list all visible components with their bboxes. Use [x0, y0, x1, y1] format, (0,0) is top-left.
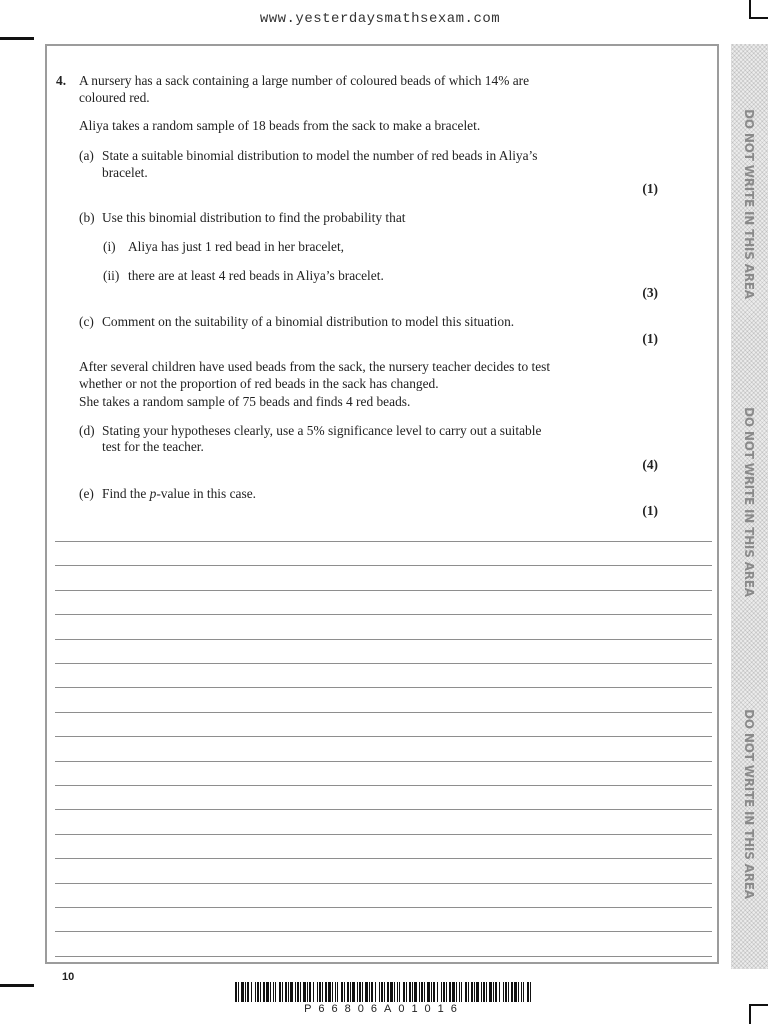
answer-line[interactable]: [55, 614, 712, 615]
barcode-bar: [511, 982, 513, 1002]
barcode-bar: [247, 982, 249, 1002]
barcode-bar: [394, 982, 395, 1002]
answer-line[interactable]: [55, 590, 712, 591]
barcode-bar: [300, 982, 301, 1002]
barcode-bar: [369, 982, 370, 1002]
sample-text: Aliya takes a random sample of 18 beads from the sack to make a bracelet.: [79, 118, 481, 133]
barcode-bar: [483, 982, 485, 1002]
crop-mark: [0, 984, 34, 987]
marks: (4): [642, 457, 658, 472]
barcode-bar: [527, 982, 529, 1002]
barcode-bar: [523, 982, 524, 1002]
barcode-bar: [282, 982, 283, 1002]
barcode-bar: [481, 982, 482, 1002]
barcode-bar: [421, 982, 423, 1002]
barcode-bar: [471, 982, 473, 1002]
answer-line[interactable]: [55, 785, 712, 786]
barcode-bar: [419, 982, 420, 1002]
barcode-bar: [443, 982, 445, 1002]
barcode-bar: [521, 982, 522, 1002]
answer-line[interactable]: [55, 809, 712, 810]
answer-line[interactable]: [55, 712, 712, 713]
barcode-bar: [465, 982, 467, 1002]
barcode-bar: [257, 982, 259, 1002]
barcode-bar: [468, 982, 469, 1002]
part-label: (b): [79, 210, 95, 225]
part-a-text: bracelet.: [102, 165, 148, 180]
barcode-bar: [341, 982, 343, 1002]
barcode-bar: [322, 982, 323, 1002]
barcode-bar: [270, 982, 271, 1002]
part-a-text: State a suitable binomial distribution to model the number of red beads in Aliya’s: [102, 148, 538, 163]
do-not-write-margin: [731, 44, 768, 969]
marks: (1): [642, 331, 658, 346]
answer-line[interactable]: [55, 736, 712, 737]
barcode-bar: [235, 982, 237, 1002]
barcode-bar: [273, 982, 274, 1002]
barcode-bar: [371, 982, 373, 1002]
part-b-ii-text: there are at least 4 red beads in Aliya’s bracelet.: [128, 268, 384, 283]
question-intro: A nursery has a sack containing a large number of coloured beads of which 14% are: [79, 73, 530, 88]
barcode-bar: [275, 982, 276, 1002]
part-b-text: Use this binomial distribution to find the probability that: [102, 210, 406, 225]
subpart-label: (i): [103, 239, 116, 254]
barcode-bar: [489, 982, 492, 1002]
barcode-bar: [317, 982, 318, 1002]
answer-line[interactable]: [55, 907, 712, 908]
barcode-bar: [288, 982, 289, 1002]
barcode-bar: [325, 982, 327, 1002]
barcode-bar: [347, 982, 349, 1002]
part-e-text: Find the p-value in this case.: [102, 486, 256, 501]
barcode-bar: [486, 982, 487, 1002]
barcode: [235, 982, 533, 1002]
crop-mark: [749, 1004, 768, 1006]
marks: (1): [642, 503, 658, 518]
part-d-text: test for the teacher.: [102, 439, 204, 454]
barcode-bar: [375, 982, 376, 1002]
question-intro: coloured red.: [79, 90, 150, 105]
barcode-bar: [518, 982, 519, 1002]
answer-line[interactable]: [55, 639, 712, 640]
part-c-text: Comment on the suitability of a binomial distribution to model this situation.: [102, 314, 515, 329]
crop-mark: [749, 0, 751, 17]
barcode-bar: [530, 982, 531, 1002]
barcode-bar: [279, 982, 281, 1002]
barcode-bar: [409, 982, 411, 1002]
barcode-bar: [362, 982, 363, 1002]
barcode-bar: [437, 982, 438, 1002]
barcode-bar: [379, 982, 380, 1002]
barcode-bar: [328, 982, 331, 1002]
barcode-bar: [332, 982, 333, 1002]
warning-text: DO NOT WRITE IN THIS AREA: [742, 407, 756, 597]
barcode-bar: [344, 982, 345, 1002]
answer-frame: [45, 44, 719, 964]
answer-line[interactable]: [55, 931, 712, 932]
barcode-bar: [319, 982, 321, 1002]
barcode-bar: [406, 982, 407, 1002]
barcode-bar: [307, 982, 308, 1002]
header-url: www.yesterdaysmathsexam.com: [259, 11, 501, 27]
barcode-bar: [266, 982, 269, 1002]
barcode-bar: [452, 982, 455, 1002]
barcode-bar: [365, 982, 368, 1002]
barcode-bar: [503, 982, 504, 1002]
crop-mark: [749, 1004, 751, 1024]
marks: (1): [642, 181, 658, 196]
barcode-bar: [303, 982, 306, 1002]
barcode-bar: [441, 982, 442, 1002]
barcode-bar: [335, 982, 336, 1002]
answer-line[interactable]: [55, 956, 712, 957]
barcode-bar: [397, 982, 398, 1002]
part-label: (a): [79, 148, 94, 163]
barcode-bar: [309, 982, 311, 1002]
barcode-bar: [384, 982, 385, 1002]
answer-line[interactable]: [55, 858, 712, 859]
warning-text: DO NOT WRITE IN THIS AREA: [742, 109, 756, 299]
barcode-bar: [449, 982, 451, 1002]
page-number: 10: [62, 971, 75, 983]
barcode-bar: [446, 982, 447, 1002]
barcode-bar: [514, 982, 517, 1002]
barcode-bar: [290, 982, 293, 1002]
barcode-bar: [263, 982, 265, 1002]
barcode-text: P66806A01016: [304, 1003, 464, 1015]
context-text: She takes a random sample of 75 beads and finds 4 red beads.: [79, 394, 411, 409]
barcode-bar: [295, 982, 296, 1002]
answer-line[interactable]: [55, 565, 712, 566]
barcode-bar: [412, 982, 413, 1002]
barcode-bar: [387, 982, 389, 1002]
barcode-bar: [357, 982, 358, 1002]
barcode-bar: [461, 982, 462, 1002]
answer-line[interactable]: [55, 541, 712, 542]
barcode-bar: [459, 982, 460, 1002]
question-number: 4.: [56, 73, 67, 88]
part-d-text: Stating your hypotheses clearly, use a 5% significance level to carry out a suitable: [102, 423, 542, 438]
barcode-bar: [238, 982, 239, 1002]
barcode-bar: [403, 982, 405, 1002]
answer-line[interactable]: [55, 687, 712, 688]
marks: (3): [642, 285, 658, 300]
barcode-bar: [337, 982, 338, 1002]
barcode-bar: [245, 982, 246, 1002]
barcode-bar: [359, 982, 361, 1002]
barcode-bar: [505, 982, 507, 1002]
part-label: (c): [79, 314, 94, 329]
barcode-bar: [241, 982, 244, 1002]
barcode-bar: [285, 982, 287, 1002]
barcode-bar: [431, 982, 432, 1002]
answer-line[interactable]: [55, 883, 712, 884]
barcode-bar: [456, 982, 457, 1002]
barcode-bar: [390, 982, 393, 1002]
answer-line[interactable]: [55, 761, 712, 762]
barcode-bar: [260, 982, 261, 1002]
barcode-bar: [508, 982, 509, 1002]
barcode-bar: [251, 982, 252, 1002]
barcode-bar: [414, 982, 417, 1002]
crop-mark: [749, 17, 768, 19]
barcode-bar: [424, 982, 425, 1002]
barcode-bar: [350, 982, 351, 1002]
crop-mark: [0, 37, 34, 40]
part-b-i-text: Aliya has just 1 red bead in her bracelet,: [128, 239, 345, 254]
warning-text: DO NOT WRITE IN THIS AREA: [742, 709, 756, 899]
context-text: After several children have used beads from the sack, the nursery teacher decides to test: [79, 359, 551, 374]
barcode-bar: [433, 982, 435, 1002]
barcode-bar: [255, 982, 256, 1002]
barcode-bar: [313, 982, 314, 1002]
part-label: (e): [79, 486, 94, 501]
barcode-bar: [427, 982, 430, 1002]
subpart-label: (ii): [103, 268, 120, 283]
barcode-bar: [352, 982, 355, 1002]
barcode-bar: [476, 982, 479, 1002]
barcode-bar: [499, 982, 500, 1002]
barcode-bar: [495, 982, 497, 1002]
barcode-bar: [474, 982, 475, 1002]
barcode-bar: [297, 982, 299, 1002]
barcode-bar: [381, 982, 383, 1002]
answer-line[interactable]: [55, 663, 712, 664]
barcode-bar: [399, 982, 400, 1002]
answer-line[interactable]: [55, 834, 712, 835]
context-text: whether or not the proportion of red beads in the sack has changed.: [79, 376, 439, 391]
barcode-bar: [493, 982, 494, 1002]
part-label: (d): [79, 423, 95, 438]
